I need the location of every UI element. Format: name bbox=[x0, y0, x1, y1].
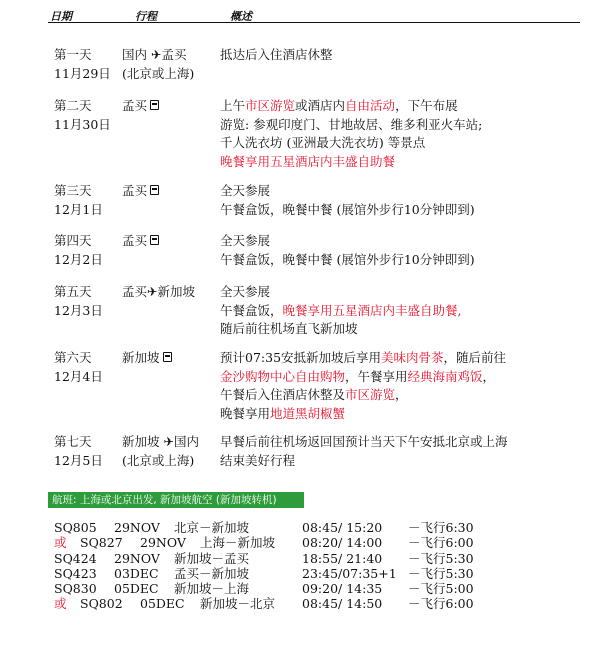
route-text: 新加坡 ✈国内 bbox=[122, 434, 199, 449]
flight-code: SQ827 bbox=[80, 535, 123, 551]
flight-time: 23:45/07:35+1 bbox=[302, 565, 397, 581]
day-date: 12月4日 bbox=[54, 368, 103, 384]
summary-line bbox=[220, 368, 592, 387]
route-line bbox=[122, 283, 232, 302]
route-line bbox=[122, 452, 232, 471]
route-text: 孟买 bbox=[122, 233, 148, 248]
day-route-cell bbox=[122, 97, 232, 116]
bus-icon bbox=[150, 185, 159, 195]
flight-route: 北京－新加坡 bbox=[174, 520, 250, 535]
highlight-text: 地道黑胡椒蟹 bbox=[270, 405, 346, 421]
flight-duration: －飞行6:00 bbox=[408, 535, 474, 551]
summary-line bbox=[220, 134, 592, 153]
route-line bbox=[122, 232, 232, 251]
highlight-text: 晚餐享用五星酒店内丰盛自助餐 bbox=[220, 153, 396, 169]
flight-code: SQ805 bbox=[54, 520, 97, 535]
highlight-text: 经典海南鸡饭 bbox=[407, 368, 483, 384]
flight-code: SQ424 bbox=[54, 550, 97, 566]
summary-text: 午餐后入住酒店休整及 bbox=[220, 387, 346, 402]
flight-route: 新加坡－孟买 bbox=[174, 550, 250, 566]
flight-time: 18:55/ 21:40 bbox=[302, 550, 383, 566]
day-summary-cell bbox=[220, 232, 592, 269]
flight-code: SQ802 bbox=[80, 596, 123, 612]
flight-route: 新加坡－北京 bbox=[200, 596, 276, 612]
flight-route: 孟买－新加坡 bbox=[174, 565, 250, 581]
day-summary-cell bbox=[220, 182, 592, 219]
flight-route: 上海－新加坡 bbox=[200, 535, 276, 551]
summary-text: 上午 bbox=[220, 98, 246, 113]
header-summary: 概述 bbox=[230, 10, 252, 23]
flight-duration: －飞行6:30 bbox=[408, 520, 474, 535]
flight-time: 08:45/ 15:20 bbox=[302, 520, 383, 535]
summary-text: 晚餐享用 bbox=[220, 405, 271, 421]
summary-text: 全天参展 bbox=[220, 284, 271, 299]
summary-line bbox=[220, 452, 592, 471]
day-date: 12月2日 bbox=[54, 251, 103, 267]
summary-text: 结束美好行程 bbox=[220, 452, 296, 468]
highlight-text: 金沙购物中心自由购物 bbox=[220, 368, 346, 384]
flight-code: SQ830 bbox=[54, 581, 97, 597]
summary-line bbox=[220, 320, 592, 339]
route-line bbox=[122, 97, 232, 116]
flight-date: 29NOV bbox=[114, 520, 160, 535]
summary-text: 游览: 参观印度门、甘地故居、维多利亚火车站; bbox=[220, 116, 483, 132]
day-route-cell bbox=[122, 182, 232, 201]
summary-line bbox=[220, 386, 592, 405]
flight-date: 05DEC bbox=[114, 581, 159, 597]
flight-or-marker: 或 bbox=[54, 535, 67, 551]
summary-text: 午餐盒饭，晚餐中餐 (展馆外步行10分钟即到) bbox=[220, 201, 475, 217]
route-text: 新加坡 bbox=[122, 350, 160, 365]
day-date: 12月5日 bbox=[54, 452, 103, 468]
flight-banner: 航班: 上海或北京出发, 新加坡航空 (新加坡转机) bbox=[48, 492, 304, 508]
day-label: 第五天 bbox=[54, 284, 92, 299]
route-line bbox=[122, 433, 232, 452]
summary-text: ，午餐享用 bbox=[345, 368, 408, 384]
flight-code: SQ423 bbox=[54, 565, 97, 581]
flight-date: 29NOV bbox=[140, 535, 186, 551]
day-route-cell bbox=[122, 232, 232, 251]
day-label: 第六天 bbox=[54, 350, 92, 365]
summary-text: ，下午布展 bbox=[395, 98, 458, 113]
summary-line bbox=[220, 182, 592, 201]
summary-line bbox=[220, 283, 592, 302]
summary-line bbox=[220, 349, 592, 368]
summary-text: 抵达后入住酒店休整 bbox=[220, 47, 333, 62]
summary-text: 或酒店内 bbox=[295, 98, 346, 113]
summary-line bbox=[220, 405, 592, 424]
summary-line bbox=[220, 201, 592, 220]
route-text: (北京或上海) bbox=[122, 452, 195, 468]
summary-line bbox=[220, 302, 592, 321]
day-summary-cell bbox=[220, 349, 592, 423]
summary-text: 全天参展 bbox=[220, 183, 271, 198]
summary-text: 午餐盒饭， bbox=[220, 302, 283, 318]
day-date-cell bbox=[54, 349, 124, 386]
flight-or-marker: 或 bbox=[54, 596, 67, 612]
summary-text: 午餐盒饭，晚餐中餐 (展馆外步行10分钟即到) bbox=[220, 251, 475, 267]
flight-date: 03DEC bbox=[114, 565, 159, 581]
highlight-text: 市区游览 bbox=[345, 387, 396, 402]
flight-duration: －飞行6:00 bbox=[408, 596, 474, 612]
route-text: 孟买 bbox=[122, 183, 148, 198]
summary-line bbox=[220, 251, 592, 270]
day-date: 12月1日 bbox=[54, 201, 103, 217]
summary-line bbox=[220, 46, 592, 65]
flight-time: 09:20/ 14:35 bbox=[302, 581, 383, 597]
highlight-text: 美味肉骨茶 bbox=[381, 350, 444, 365]
day-date-cell bbox=[54, 46, 124, 83]
summary-line bbox=[220, 232, 592, 251]
day-route-cell bbox=[122, 46, 232, 83]
day-route-cell bbox=[122, 283, 232, 302]
summary-text: 早餐后前往机场返回国预计当天下午安抵北京或上海 bbox=[220, 434, 508, 449]
day-date: 11月29日 bbox=[54, 65, 111, 81]
highlight-text: 自由活动 bbox=[345, 98, 396, 113]
summary-text: 千人洗衣坊 (亚洲最大洗衣坊) 等景点 bbox=[220, 135, 426, 150]
day-summary-cell bbox=[220, 97, 592, 171]
summary-text: ， bbox=[482, 368, 496, 384]
day-summary-cell bbox=[220, 283, 592, 339]
summary-text: ，随后前往 bbox=[443, 350, 507, 365]
route-text: 孟买✈新加坡 bbox=[122, 284, 195, 299]
day-date-cell bbox=[54, 182, 124, 219]
day-summary-cell bbox=[220, 46, 592, 65]
summary-text: 随后前往机场直飞新加坡 bbox=[220, 321, 358, 336]
header-route: 行程 bbox=[135, 10, 157, 23]
day-date: 11月30日 bbox=[54, 116, 111, 132]
route-line bbox=[122, 182, 232, 201]
table-header bbox=[48, 8, 580, 23]
day-label: 第七天 bbox=[54, 434, 92, 449]
day-label: 第四天 bbox=[54, 233, 92, 248]
day-date-cell bbox=[54, 283, 124, 320]
day-date-cell bbox=[54, 232, 124, 269]
summary-text: 预计07:35安抵新加坡后享用 bbox=[220, 350, 382, 365]
day-label: 第二天 bbox=[54, 98, 92, 113]
route-line bbox=[122, 349, 232, 368]
summary-text: 全天参展 bbox=[220, 233, 271, 248]
highlight-text: 晚餐享用五星酒店内丰盛自助餐, bbox=[282, 302, 462, 318]
flight-date: 05DEC bbox=[140, 596, 185, 612]
flight-duration: －飞行5:30 bbox=[408, 550, 474, 566]
header-date: 日期 bbox=[50, 10, 72, 23]
route-text: (北京或上海) bbox=[122, 65, 195, 81]
day-label: 第三天 bbox=[54, 183, 92, 198]
route-text: 孟买 bbox=[122, 98, 148, 113]
summary-line bbox=[220, 433, 592, 452]
day-route-cell bbox=[122, 433, 232, 470]
summary-line bbox=[220, 97, 592, 116]
flight-time: 08:20/ 14:00 bbox=[302, 535, 383, 551]
highlight-text: 市区游览 bbox=[245, 98, 296, 113]
summary-text: ， bbox=[395, 387, 408, 402]
day-summary-cell bbox=[220, 433, 592, 470]
summary-line bbox=[220, 116, 592, 135]
day-date-cell bbox=[54, 97, 124, 134]
bus-icon bbox=[150, 100, 159, 110]
day-date-cell bbox=[54, 433, 124, 470]
day-date: 12月3日 bbox=[54, 302, 103, 318]
route-line bbox=[122, 46, 232, 65]
route-text: 国内 ✈孟买 bbox=[122, 47, 187, 62]
route-line bbox=[122, 65, 232, 84]
flight-date: 29NOV bbox=[114, 550, 160, 566]
day-label: 第一天 bbox=[54, 47, 92, 62]
flight-duration: －飞行5:00 bbox=[408, 581, 474, 597]
flight-duration: －飞行5:30 bbox=[408, 565, 474, 581]
bus-icon bbox=[163, 352, 172, 362]
day-route-cell bbox=[122, 349, 232, 368]
flight-time: 08:45/ 14:50 bbox=[302, 596, 383, 612]
flight-route: 新加坡－上海 bbox=[174, 581, 250, 597]
summary-line bbox=[220, 153, 592, 172]
bus-icon bbox=[150, 235, 159, 245]
